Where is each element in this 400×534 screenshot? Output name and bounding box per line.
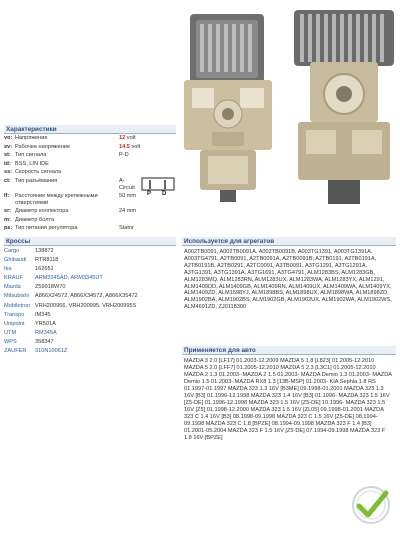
cross-brand: Cargo [4,248,20,254]
cross-value: 358347 [35,338,54,345]
spec-label: Диаметр болта [15,216,55,223]
spec-label: Тип разъёмания [15,177,58,184]
spec-key: st: [4,152,11,159]
cross-row [4,312,178,321]
spec-label: Расстояние между крепежными отверстиями [15,192,98,206]
spec-row [4,217,176,226]
cross-row [4,348,178,357]
spec-key: ps: [4,225,13,232]
spec-label: Напряжение [15,135,48,141]
cross-row [4,248,178,257]
spec-label: BSS, LIN IDE [15,160,49,167]
spec-key: vo: [4,135,13,141]
regulator-side-view [292,4,396,209]
applied-for-list: MAZDA 3 2.0 [LF17] 01.2003-12.2009 MAZDA 5 1.8 [L823] 01.2005-12.2010 MAZDA 5 2.0 [LFF7] 01.2005-12.2010 MAZDA 5 2.3 [L3C1] 01.2005-12.2010 MAZDA 2 1.3 01.2003- MAZDA 2 1.5 01.2003- MAZDA Demio 1.3 01.2003- MAZDA Demio 1.5 01.2003- MAZDA RX8 1.3 [13B-MSP] 01.2003- KIA Sephia 1.8 RS 01.1997-01.1997 MAZDA 323 1.3 16V [B3ME] 09.1998-01.2001 MAZDA 323 1.3 16V [B3] 01.1996-12.1998 MAZDA 323 1.4 16V [B3] 01.1996- MAZDA 323 1.5 16V [Z5-DE] 01.1996-12.1998 MAZDA 323 1.5 16V [Z5-DE] 10.1996- MAZDA 323 1.5 16V [Z5] 01.1998-12.2000 MAZDA 323 1.5 16V [ZL05] 09.1998-01.2001 MAZDA 323 C 1.4 16V [B3] 08.1998-09.1998 MAZDA 323 C 1.5 16V [Z5-DE] 08.1994-09.1998 MAZDA 323 C 1.8 [BPZE] 08.1994-09.1998 MAZDA 323 F 1.4 [B3] 01.2001-05.2004 MAZDA 323 F 1.5 16V [Z5-DE] 07.1994-09.1998 MAZDA 323 F 1.8 16V [BPZE] [184,358,392,440]
spec-row [4,208,176,217]
cross-value: VRH200966, VRH200995, VRH200995S [35,302,137,309]
spec-value: P-D [119,152,129,159]
spec-value: 50 mm [119,192,137,199]
spec-row [4,161,176,170]
circuit-pins-icon [141,177,175,191]
cross-brand: WPS [4,338,17,345]
cross-link[interactable]: 310N10061Z [35,348,68,355]
cross-link[interactable]: RM345A [35,329,57,336]
cross-brand: KRAUF [4,275,23,282]
circuit-label-p: P [147,191,152,197]
cross-value: RTR8118 [35,257,59,264]
spec-row [4,225,176,234]
cross-row [4,339,178,348]
spec-row [4,135,176,144]
cross-row [4,321,178,330]
cross-brand: Mobiletron [4,302,31,309]
cross-row [4,266,178,275]
cross-brand: Unipoint [4,320,25,327]
spec-key: lf: [4,192,10,199]
spec-key: sv: [4,143,13,150]
cross-brand: Mitsubishi [4,293,29,300]
cross-row [4,293,178,302]
spec-label: Тип сигнала [15,152,47,159]
cross-value: IM345 [35,311,51,318]
spec-key: m: [4,216,11,223]
specs-title: Характеристики [4,125,176,134]
cross-brand: UTM [4,329,17,336]
cross-value: Z59918W70 [35,284,66,291]
spec-row [4,144,176,153]
spec-value: A- Circuit [119,177,135,191]
cross-row [4,303,178,312]
spec-value: 14.5 volt [119,143,141,150]
cross-brand: Transpo [4,311,25,318]
cross-title: Кроссы [4,237,176,246]
regulator-front-view [182,14,274,204]
cross-brand: Mazda [4,284,21,291]
cross-table [4,248,178,357]
cross-row [4,330,178,339]
used-for-list: A002TB0091, A002TB0091A, A002TB0091B, A003TG1391, A003TG1391A, A003TG4791, A2TB0091, A2TB0091A, A2TB0091B, A2TB0191, A2TB0191A, A2TB0191B, A2TB0291, A2TC0091, A3TB0091, A3TG1291, A3TG1291A, A3TG1391, A3TG1391A, A3TG1691, A3TG4791, ALM1283BS, ALM1283GB, ALM1283MQ, ALM1283RN, ALM1283UX, ALM1283WA, ALM1283YX, ALM1291, ALM1409DD, ALM1409GB, ALM1409RN, ALM1409UX, ALM1409WA, ALM1409YX, ALM1409ZD, ALM1598YJ, ALM1898BS, ALM1898UX, ALM1898WA, ALM1898ZD, ALM1902BA, ALM1902BS, ALM1902GB, ALM1902UX, ALM1902WA, ALM1902WS, ALM4691ZD, ZJ0118300 [184,249,392,311]
cross-row [4,284,178,293]
spec-value: 12 volt [119,135,136,141]
cross-value: 162651 [35,266,54,273]
cross-row [4,275,178,284]
spec-key: ct: [4,177,11,184]
spec-row [4,152,176,161]
spec-label: Рабочее напряжение [15,143,71,150]
spec-key: id: [4,160,11,167]
used-for-title: Используется для агрегатов [182,237,396,246]
spec-value: Stator [119,225,134,232]
cross-brand: ZAUFER [4,348,27,355]
circuit-diagram-icon [141,177,175,199]
cross-brand: Ika [4,266,12,273]
spec-label: Диаметр коллектора [15,207,69,214]
cross-value: YR501A [35,320,56,327]
product-photos [182,4,396,216]
cross-brand: Ghibaudi [4,257,27,264]
spec-label: Тип питания регулятора [15,225,78,232]
cross-value: 138872 [35,248,54,254]
checkmark-badge-icon [350,484,392,526]
spec-label: Скорость сигнала [15,169,62,176]
spec-value: 24 mm [119,207,137,214]
spec-key: ss: [4,169,13,176]
spec-key: sr: [4,207,12,214]
applied-for-title: Применяется для авто [182,346,396,355]
cross-value: A866X24572, A866X34572, A866X35472 [35,293,138,300]
circuit-label-d: D [162,191,167,197]
cross-link[interactable]: ARM3345AD, ARM3345UT [35,275,103,282]
cross-row [4,257,178,266]
